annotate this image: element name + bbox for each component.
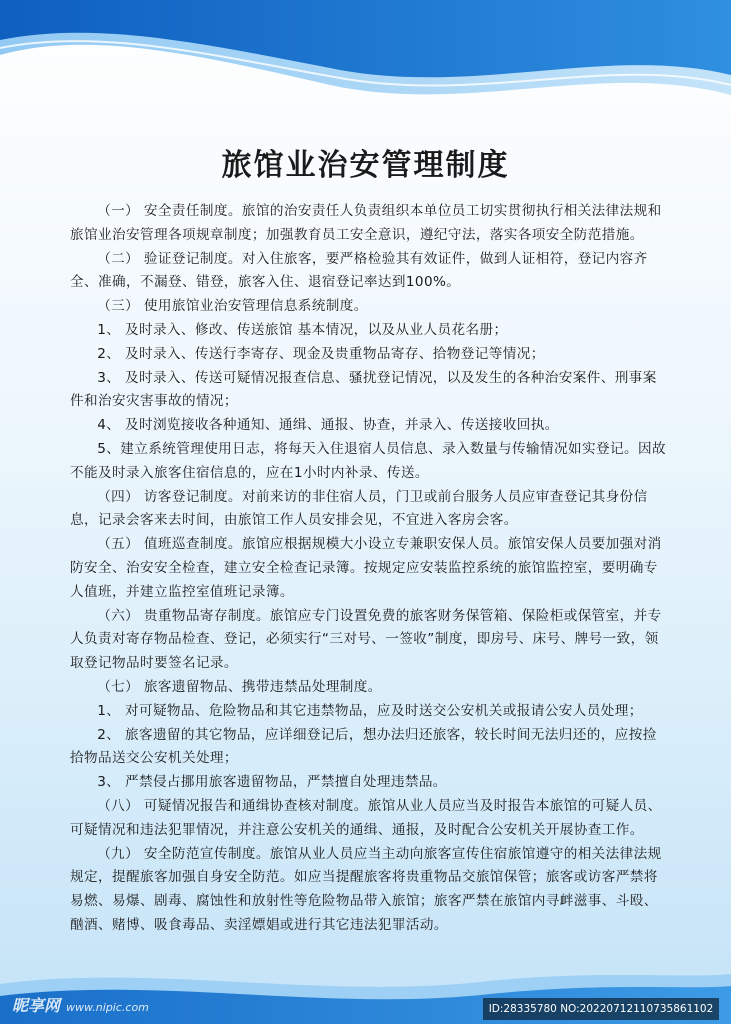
paragraph: （六） 贵重物品寄存制度。旅馆应专门设置免费的旅客财务保管箱、保险柜或保管室，并专人负责对寄存物品检查、登记，必须实行“三对号、一签收”制度，即房号、床号、牌号一致，领取登记物品时要签名记录。 (70, 607, 662, 672)
paragraph: 5、建立系统管理使用日志，将每天入住退宿人员信息、录入数量与传输情况如实登记。因故不能及时录入旅客住宿信息的，应在1小时内补录、传送。 (70, 440, 666, 481)
watermark-logo (12, 993, 149, 1016)
paragraph: 2、 及时录入、传送行李寄存、现金及贵重物品寄存、拾物登记等情况； (97, 345, 545, 362)
document-body (70, 200, 668, 938)
paragraph: （五） 值班巡查制度。旅馆应根据规模大小设立专兼职安保人员。旅馆安保人员要加强对消防安全、治安安全检查，建立安全检查记录簿。按规定应安装监控系统的旅馆监控室，要明确专人值班，并建立监控室值班记录簿。 (70, 536, 662, 600)
paragraph: 1、 及时录入、修改、传送旅馆 基本情况，以及从业人员花名册； (97, 321, 508, 338)
paragraph: 3、 及时录入、传送可疑情况报查信息、骚扰登记情况，以及发生的各种治安案件、刑事案件和治安灾害事故的情况； (70, 369, 657, 410)
paragraph: （七） 旅客遗留物品、携带违禁品处理制度。 (97, 678, 382, 695)
paragraph: （一） 安全责任制度。旅馆的治安责任人负责组织本单位员工切实贯彻执行相关法律法规和旅馆业治安管理各项规章制度；加强教育员工安全意识，遵纪守法，落实各项安全防范措施。 (70, 203, 662, 243)
watermark-brand: 昵享网 (12, 996, 61, 1015)
top-wave-decoration (0, 0, 731, 120)
paragraph: 2、 旅客遗留的其它物品，应详细登记后，想办法归还旅客，较长时间无法归还的，应按捡拾物品送交公安机关处理； (70, 726, 657, 767)
paragraph: 4、 及时浏览接收各种通知、通缉、通报、协查，并录入、传送接收回执。 (97, 417, 559, 434)
paragraph: （二） 验证登记制度。对入住旅客，要严格检验其有效证件，做到人证相符，登记内容齐全、准确，不漏登、错登，旅客入住、退宿登记率达到100%。 (70, 250, 648, 291)
image-id-bar: ID:28335780 NO:20220712110735861102 (483, 998, 719, 1020)
paragraph: 1、 对可疑物品、危险物品和其它违禁物品，应及时送交公安机关或报请公安人员处理； (97, 702, 643, 719)
paragraph: （四） 访客登记制度。对前来访的非住宿人员，门卫或前台服务人员应审查登记其身份信息，记录会客来去时间，由旅馆工作人员安排会见，不宜进入客房会客。 (70, 488, 648, 529)
paragraph: （九） 安全防范宣传制度。旅馆从业人员应当主动向旅客宣传住宿旅馆遵守的相关法律法规规定，提醒旅客加强自身安全防范。如应当提醒旅客将贵重物品交旅馆保管；旅客或访客严禁将易燃、易爆、剧毒、腐蚀性和放射性等危险物品带入旅馆；旅客严禁在旅馆内寻衅滋事、斗殴、酗酒、赌博、吸食毒品、卖淫嫖娼或进行其它违法犯罪活动。 (70, 845, 662, 933)
page-title: 旅馆业治安管理制度 (221, 148, 510, 183)
paragraph: （三） 使用旅馆业治安管理信息系统制度。 (97, 298, 368, 315)
watermark-url: www.nipic.com (66, 1001, 149, 1014)
paragraph: 3、 严禁侵占挪用旅客遗留物品，严禁擅自处理违禁品。 (97, 774, 447, 791)
paragraph: （八） 可疑情况报告和通缉协查核对制度。旅馆从业人员应当及时报告本旅馆的可疑人员、可疑情况和违法犯罪情况，并注意公安机关的通缉、通报，及时配合公安机关开展协查工作。 (70, 797, 662, 838)
